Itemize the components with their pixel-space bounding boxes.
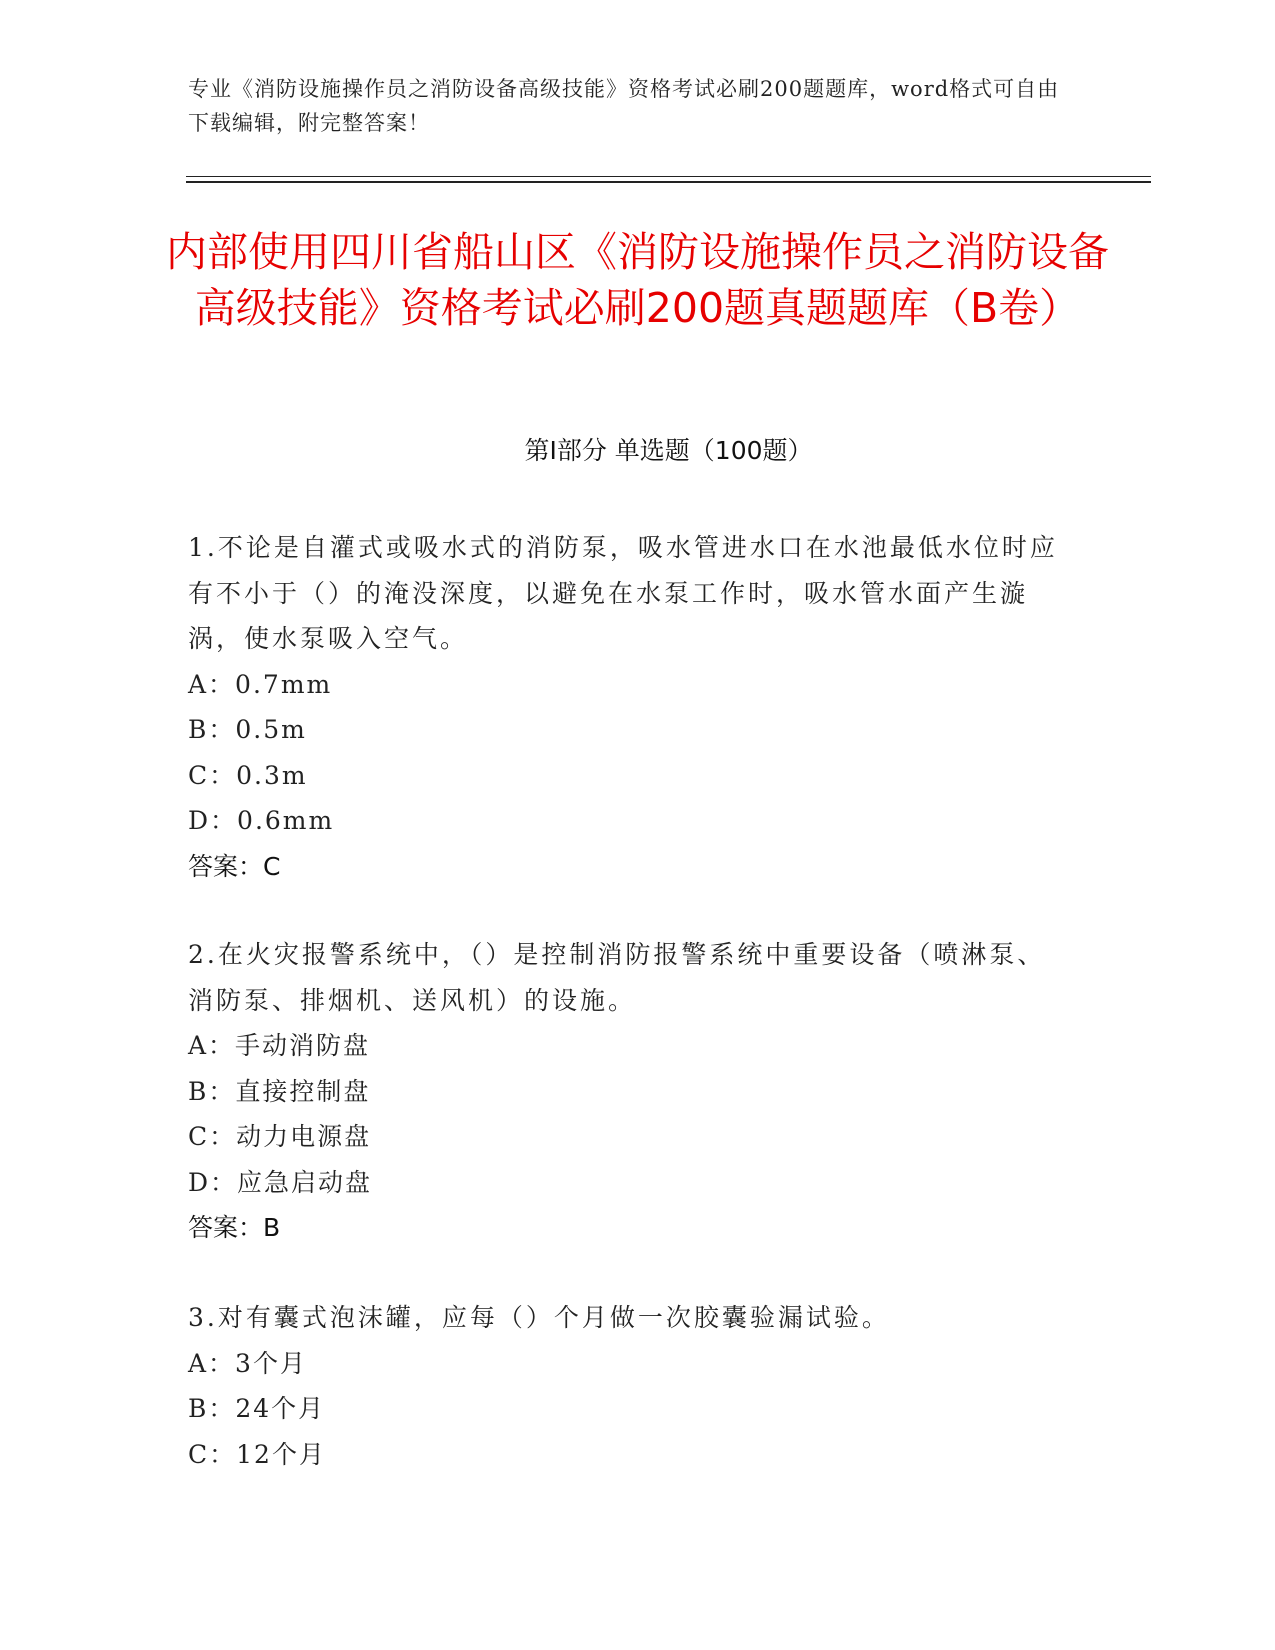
option-b: B：直接控制盘 <box>188 1076 371 1106</box>
answer: 答案：B <box>188 1213 281 1242</box>
question-1 <box>188 525 1068 889</box>
option-a: A：3个月 <box>188 1348 307 1378</box>
section-title: 第Ⅰ部分 单选题（100题） <box>524 436 813 465</box>
option-a: A：0.7mm <box>188 669 333 699</box>
question-stem: 1.不论是自灌式或吸水式的消防泵，吸水管进水口在水池最低水位时应有不小于（）的淹没深度，以避免在水泵工作时，吸水管水面产生漩涡，使水泵吸入空气。 <box>188 533 1058 653</box>
document-title: 内部使用四川省船山区《消防设施操作员之消防设备高级技能》资格考试必刷200题真题题库（B卷） <box>166 228 1109 332</box>
header-note: 专业《消防设施操作员之消防设备高级技能》资格考试必刷200题题库，word格式可自由下载编辑，附完整答案！ <box>188 77 1060 135</box>
question-3 <box>188 1295 1068 1477</box>
question-stem: 3.对有囊式泡沫罐，应每（）个月做一次胶囊验漏试验。 <box>188 1303 890 1332</box>
header-divider-thick <box>186 181 1151 183</box>
option-b: B：0.5m <box>188 715 307 744</box>
option-d: D：0.6mm <box>188 806 335 835</box>
answer: 答案：C <box>188 851 281 881</box>
option-c: C：0.3m <box>188 760 308 790</box>
question-2 <box>188 932 1068 1251</box>
header-divider-thin <box>186 176 1151 177</box>
option-c: C：12个月 <box>188 1439 326 1469</box>
option-c: C：动力电源盘 <box>188 1122 372 1151</box>
question-stem: 2.在火灾报警系统中，（）是控制消防报警系统中重要设备（喷淋泵、消防泵、排烟机、送风机）的设施。 <box>188 940 1046 1015</box>
option-a: A：手动消防盘 <box>188 1031 371 1060</box>
option-d: D：应急启动盘 <box>188 1167 373 1197</box>
option-b: B：24个月 <box>188 1394 326 1423</box>
